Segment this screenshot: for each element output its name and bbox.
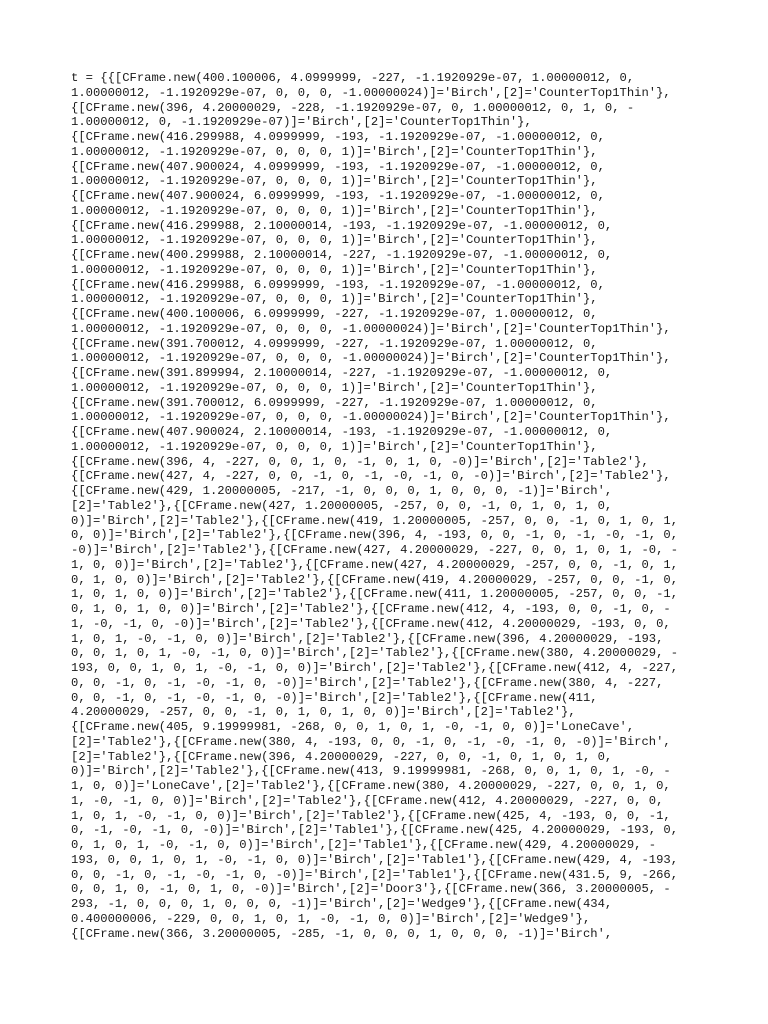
code-line: {[CFrame.new(366, 3.20000005, -285, -1, 0, 0, 0, 1, 0, 0, 0, -1)]='Birch', xyxy=(71,926,613,941)
code-line: 0, 0, 1, 0, 1, -0, -1, 0, 0)]='Birch',[2]='Table2'},{[CFrame.new(380, 4.20000029, - xyxy=(71,646,679,661)
code-line: {[CFrame.new(405, 9.19999981, -268, 0, 0, 1, 0, 1, -0, -1, 0, 0)]='LoneCave', xyxy=(71,720,635,734)
code-line: {[CFrame.new(416.299988, 6.0999999, -193, -1.1920929e-07, -1.00000012, 0, xyxy=(71,277,605,292)
code-line: 1.00000012, -1.1920929e-07, 0, 0, 0, 1)]='Birch',[2]='CounterTop1Thin'}, xyxy=(71,233,598,248)
code-line: 193, 0, 0, 1, 0, 1, -0, -1, 0, 0)]='Birch',[2]='Table2'},{[CFrame.new(412, 4, -227, xyxy=(71,661,679,675)
code-line: {[CFrame.new(391.700012, 4.0999999, -227, -1.1920929e-07, 1.00000012, 0, xyxy=(71,336,598,351)
code-line: 1, -0, -1, 0, 0)]='Birch',[2]='Table2'},{[CFrame.new(412, 4.20000029, -227, 0, 0, xyxy=(71,793,664,808)
code-line: 1.00000012, -1.1920929e-07, 0, 0, 0, -1.00000024)]='Birch',[2]='CounterTop1Thin'}, xyxy=(71,85,671,100)
code-line: 0, 0, -1, 0, -1, -0, -1, 0, -0)]='Birch',[2]='Table1'},{[CFrame.new(431.5, 9, -266, xyxy=(71,867,679,882)
code-line: 0, 0, -1, 0, -1, -0, -1, 0, -0)]='Birch',[2]='Table2'},{[CFrame.new(380, 4, -227, xyxy=(71,675,664,690)
code-line: {[CFrame.new(391.899994, 2.10000014, -227, -1.1920929e-07, -1.00000012, 0, xyxy=(71,366,613,380)
code-line: {[CFrame.new(427, 4, -227, 0, 0, -1, 0, -1, -0, -1, 0, -0)]='Birch',[2]='Table2'}, xyxy=(71,469,671,484)
code-line: 1.00000012, 0, -1.1920929e-07)]='Birch',[2]='CounterTop1Thin'}, xyxy=(71,115,532,130)
code-line: [2]='Table2'},{[CFrame.new(396, 4.20000029, -227, 0, 0, -1, 0, 1, 0, 1, 0, xyxy=(71,749,613,764)
code-line: 1.00000012, -1.1920929e-07, 0, 0, 0, 1)]='Birch',[2]='CounterTop1Thin'}, xyxy=(71,439,598,454)
code-line: 4.20000029, -257, 0, 0, -1, 0, 1, 0, 1, 0, 0)]='Birch',[2]='Table2'}, xyxy=(71,705,576,720)
code-line: 0)]='Birch',[2]='Table2'},{[CFrame.new(413, 9.19999981, -268, 0, 0, 1, 0, 1, -0, - xyxy=(71,764,671,779)
code-line: 0)]='Birch',[2]='Table2'},{[CFrame.new(419, 1.20000005, -257, 0, 0, -1, 0, 1, 0, 1, xyxy=(71,513,679,528)
code-line: [2]='Table2'},{[CFrame.new(380, 4, -193, 0, 0, -1, 0, -1, -0, -1, 0, -0)]='Birch', xyxy=(71,734,671,749)
code-line: {[CFrame.new(391.700012, 6.0999999, -227, -1.1920929e-07, 1.00000012, 0, xyxy=(71,395,598,410)
code-line: 1.00000012, -1.1920929e-07, 0, 0, 0, 1)]='Birch',[2]='CounterTop1Thin'}, xyxy=(71,262,598,277)
code-line: 1.00000012, -1.1920929e-07, 0, 0, 0, 1)]='Birch',[2]='CounterTop1Thin'}, xyxy=(71,174,598,189)
code-line: 0, 1, 0, 0)]='Birch',[2]='Table2'},{[CFrame.new(419, 4.20000029, -257, 0, 0, -1, 0, xyxy=(71,572,679,587)
code-line: 1.00000012, -1.1920929e-07, 0, 0, 0, -1.00000024)]='Birch',[2]='CounterTop1Thin'}, xyxy=(71,351,671,366)
code-line: 0, 0, 1, 0, -1, 0, 1, 0, -0)]='Birch',[2]='Door3'},{[CFrame.new(366, 3.20000005, - xyxy=(71,882,671,897)
code-line: 0, 0)]='Birch',[2]='Table2'},{[CFrame.new(396, 4, -193, 0, 0, -1, 0, -1, -0, -1, 0, xyxy=(71,528,679,543)
code-line: 1.00000012, -1.1920929e-07, 0, 0, 0, 1)]='Birch',[2]='CounterTop1Thin'}, xyxy=(71,292,598,307)
code-line: 1, 0, 1, -0, -1, 0, 0)]='Birch',[2]='Table2'},{[CFrame.new(425, 4, -193, 0, 0, -1, xyxy=(71,808,671,823)
code-line: {[CFrame.new(407.900024, 6.0999999, -193, -1.1920929e-07, -1.00000012, 0, xyxy=(71,189,605,203)
code-line: -0)]='Birch',[2]='Table2'},{[CFrame.new(427, 4.20000029, -227, 0, 0, 1, 0, 1, -0, - xyxy=(71,543,679,557)
code-line: 1, 0, 0)]='LoneCave',[2]='Table2'},{[CFrame.new(380, 4.20000029, -227, 0, 0, 1, 0, xyxy=(71,779,671,793)
code-line: 1, 0, 1, 0, 0)]='Birch',[2]='Table2'},{[CFrame.new(411, 1.20000005, -257, 0, 0, -1, xyxy=(71,587,679,602)
code-line: {[CFrame.new(396, 4.20000029, -228, -1.1920929e-07, 0, 1.00000012, 0, 1, 0, - xyxy=(71,100,635,115)
code-line: 1.00000012, -1.1920929e-07, 0, 0, 0, -1.00000024)]='Birch',[2]='CounterTop1Thin'}, xyxy=(71,321,671,336)
code-line: 1, 0, 0)]='Birch',[2]='Table2'},{[CFrame.new(427, 4.20000029, -257, 0, 0, -1, 0, 1, xyxy=(71,557,679,572)
code-line: {[CFrame.new(400.299988, 2.10000014, -227, -1.1920929e-07, -1.00000012, 0, xyxy=(71,248,613,262)
code-line: {[CFrame.new(407.900024, 2.10000014, -193, -1.1920929e-07, -1.00000012, 0, xyxy=(71,425,613,439)
code-line: 1.00000012, -1.1920929e-07, 0, 0, 0, 1)]='Birch',[2]='CounterTop1Thin'}, xyxy=(71,203,598,218)
code-line: {[CFrame.new(429, 1.20000005, -217, -1, 0, 0, 0, 1, 0, 0, 0, -1)]='Birch', xyxy=(71,484,613,498)
code-line: 0, -1, -0, -1, 0, -0)]='Birch',[2]='Table1'},{[CFrame.new(425, 4.20000029, -193, 0, xyxy=(71,823,679,838)
code-line: {[CFrame.new(416.299988, 4.0999999, -193, -1.1920929e-07, -1.00000012, 0, xyxy=(71,130,605,144)
code-line: {[CFrame.new(416.299988, 2.10000014, -193, -1.1920929e-07, -1.00000012, 0, xyxy=(71,218,613,233)
code-line: {[CFrame.new(396, 4, -227, 0, 0, 1, 0, -1, 0, 1, 0, -0)]='Birch',[2]='Table2'}, xyxy=(71,454,649,469)
code-line: 193, 0, 0, 1, 0, 1, -0, -1, 0, 0)]='Birch',[2]='Table1'},{[CFrame.new(429, 4, -193, xyxy=(71,852,679,867)
code-line: 1, -0, -1, 0, -0)]='Birch',[2]='Table2'},{[CFrame.new(412, 4.20000029, -193, 0, 0, xyxy=(71,616,671,631)
code-line: 293, -1, 0, 0, 0, 1, 0, 0, 0, -1)]='Birch',[2]='Wedge9'},{[CFrame.new(434, xyxy=(71,897,613,911)
code-line: 1.00000012, -1.1920929e-07, 0, 0, 0, 1)]='Birch',[2]='CounterTop1Thin'}, xyxy=(71,380,598,395)
code-text-block xyxy=(71,71,711,941)
code-line: 0, 1, 0, 1, 0, 0)]='Birch',[2]='Table2'},{[CFrame.new(412, 4, -193, 0, 0, -1, 0, - xyxy=(71,602,671,616)
code-line: {[CFrame.new(407.900024, 4.0999999, -193, -1.1920929e-07, -1.00000012, 0, xyxy=(71,159,605,174)
code-line: {[CFrame.new(400.100006, 6.0999999, -227, -1.1920929e-07, 1.00000012, 0, xyxy=(71,307,598,321)
code-line: 0.400000006, -229, 0, 0, 1, 0, 1, -0, -1, 0, 0)]='Birch',[2]='Wedge9'}, xyxy=(71,911,591,926)
code-line: [2]='Table2'},{[CFrame.new(427, 1.20000005, -257, 0, 0, -1, 0, 1, 0, 1, 0, xyxy=(71,498,613,513)
code-line: 1.00000012, -1.1920929e-07, 0, 0, 0, -1.00000024)]='Birch',[2]='CounterTop1Thin'}, xyxy=(71,410,671,425)
code-line: t = {{[CFrame.new(400.100006, 4.0999999, -227, -1.1920929e-07, 1.00000012, 0, xyxy=(71,71,635,85)
code-line: 1, 0, 1, -0, -1, 0, 0)]='Birch',[2]='Table2'},{[CFrame.new(396, 4.20000029, -193, xyxy=(71,631,664,646)
code-line: 0, 1, 0, 1, -0, -1, 0, 0)]='Birch',[2]='Table1'},{[CFrame.new(429, 4.20000029, - xyxy=(71,838,657,852)
code-line: 1.00000012, -1.1920929e-07, 0, 0, 0, 1)]='Birch',[2]='CounterTop1Thin'}, xyxy=(71,144,598,159)
code-line: 0, 0, -1, 0, -1, -0, -1, 0, -0)]='Birch',[2]='Table2'},{[CFrame.new(411, xyxy=(71,690,598,705)
